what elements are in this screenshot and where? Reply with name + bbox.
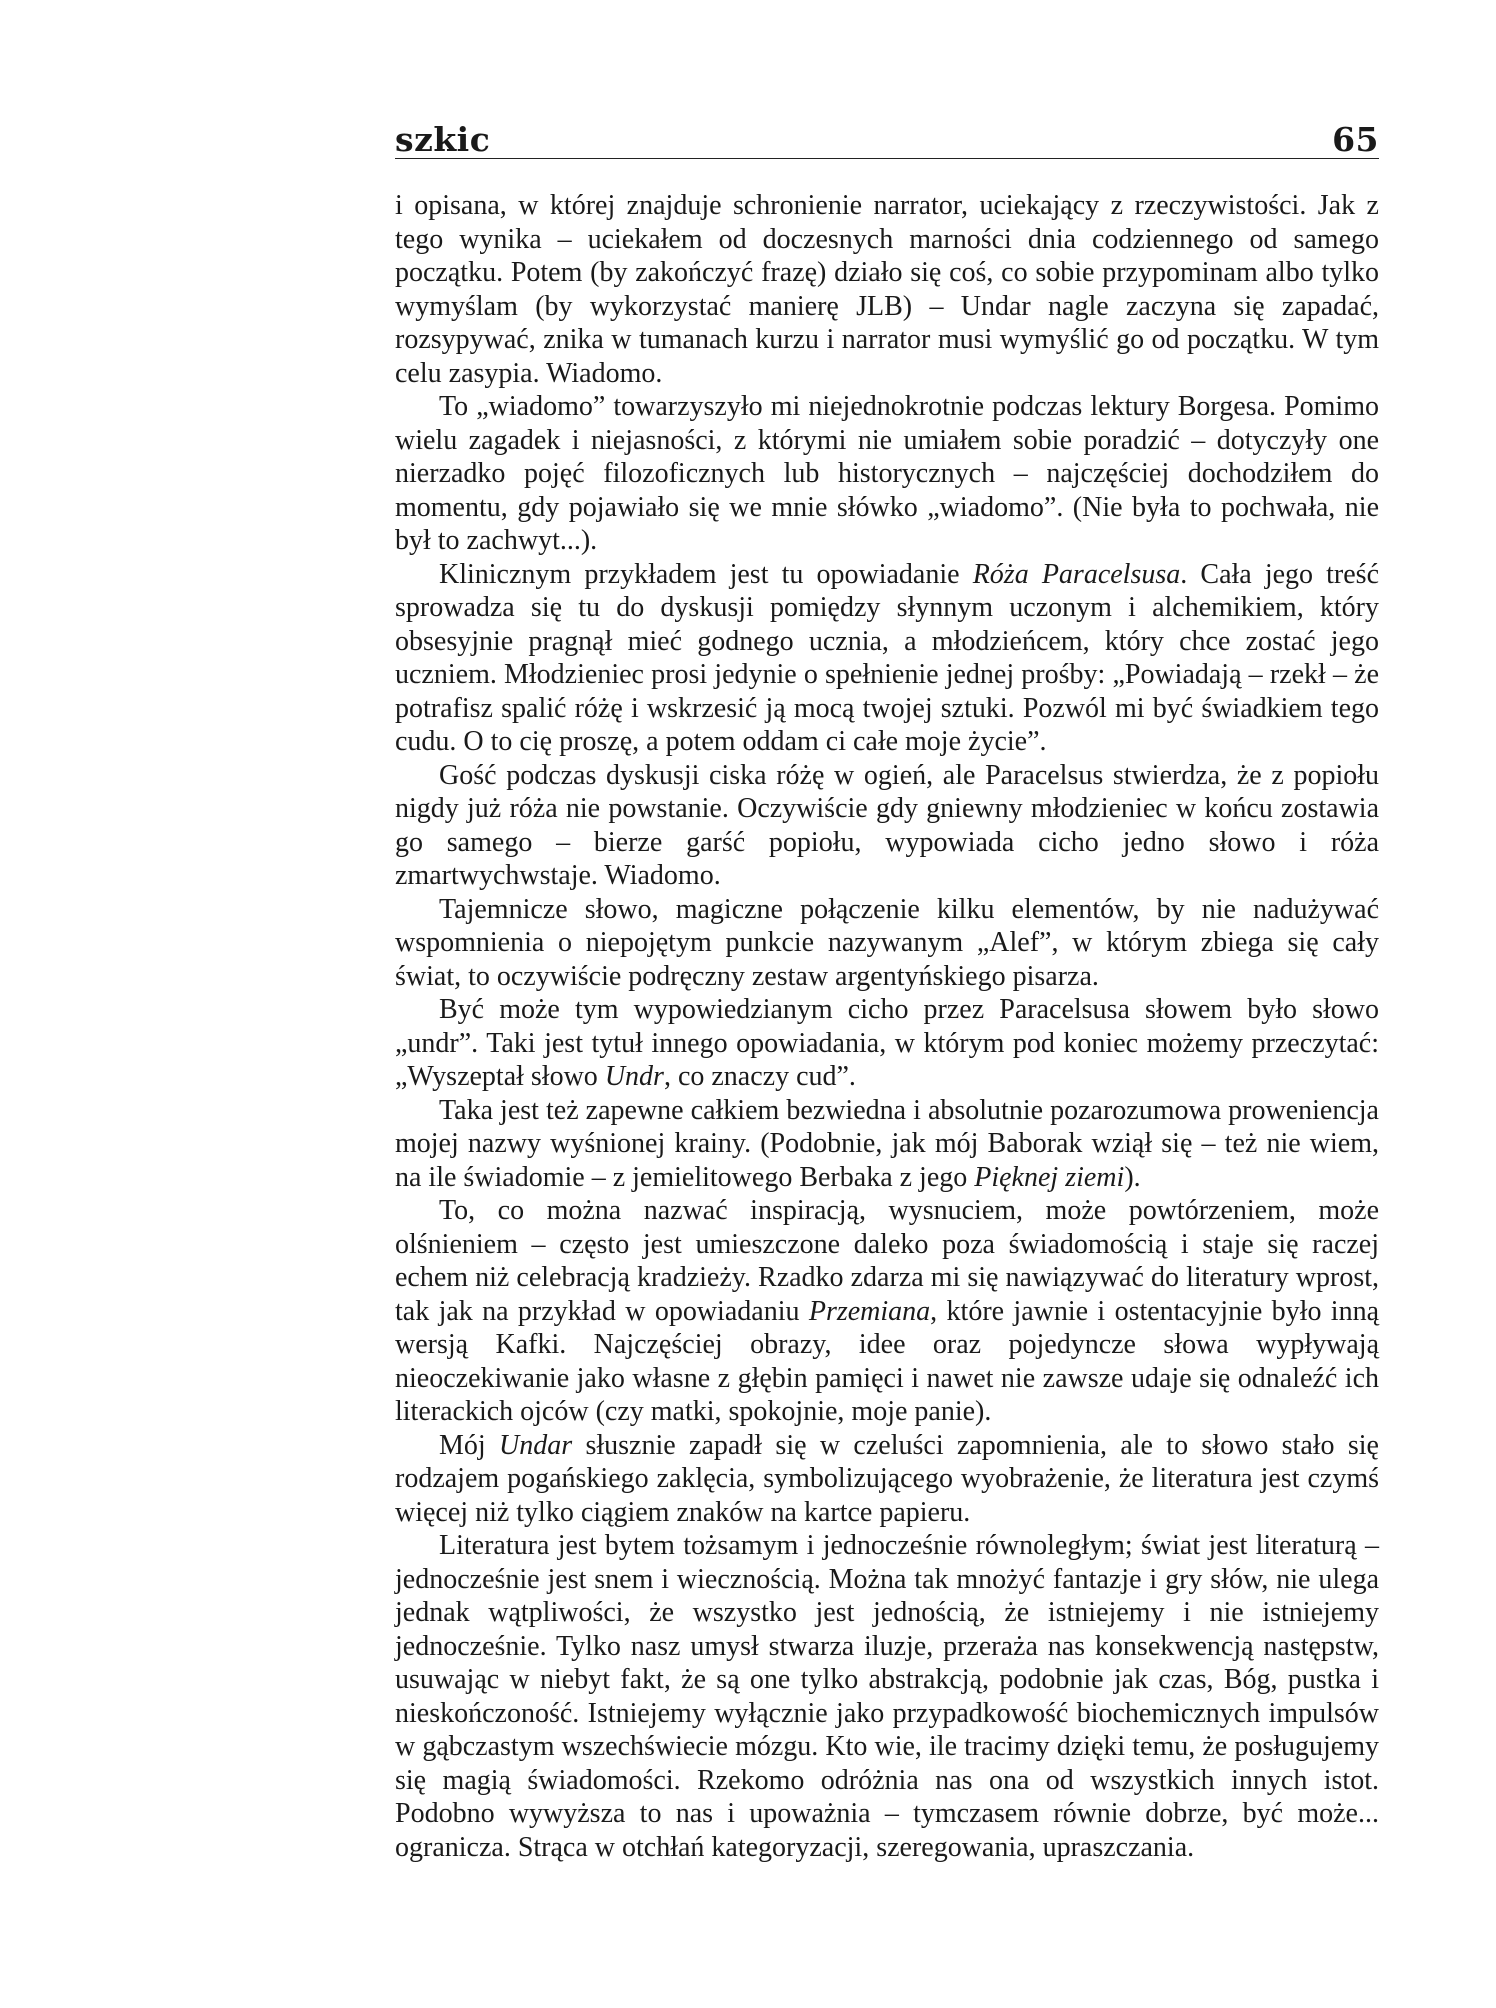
section-title: szkic bbox=[395, 120, 491, 159]
text-run: , które jawnie i ostentacyjnie było inną wersją Kafki. Najczęściej obrazy, idee oraz pojedyncze słowa wypływają nieoczekiwanie jako własne z głębin pamięci i nawet nie zawsze udaje się odnaleźć ich literackich ojców (czy matki, spokojnie, moje panie). bbox=[395, 1295, 1380, 1427]
text-run: . Cała jego treść sprowadza się tu do dyskusji pomiędzy słynnym uczonym i alchemikiem, który obsesyjnie pragnął mieć godnego ucznia, a młodzieńcem, który chce zostać jego uczniem. Młodzieniec prosi jedynie o spełnienie jednej prośby: „Powiadają – rzekł – że potrafisz spalić różę i wskrzesić ją mocą twojej sztuki. Pozwól mi być świadkiem tego cudu. O to cię proszę, a potem oddam ci całe moje życie”. bbox=[395, 558, 1380, 757]
running-head bbox=[395, 112, 1379, 159]
book-page bbox=[395, 112, 1379, 1864]
italic-word: Undr bbox=[604, 1061, 664, 1092]
paragraph bbox=[395, 893, 1379, 994]
paragraph bbox=[395, 1529, 1379, 1864]
paragraph bbox=[395, 759, 1379, 893]
paragraph bbox=[395, 390, 1379, 558]
text-run: Taka jest też zapewne całkiem bezwiedna i absolutnie pozarozumowa proweniencja mojej nazwy wyśnionej krainy. (Podobnie, jak mój Baborak wziął się – też nie wiem, na ile świadomie – z jemielitowego Berbaka z jego bbox=[395, 1094, 1379, 1193]
paragraph bbox=[395, 993, 1379, 1094]
italic-title: Przemiana bbox=[808, 1295, 931, 1327]
text-run: Literatura jest bytem tożsamym i jednocześnie równoległym; świat jest literaturą – jednocześnie jest snem i wiecznością. Można tak mnożyć fantazje i gry słów, nie ulega jednak wątpliwości, że wszystko jest jednością, że istniejemy i nie istniejemy jednocześnie. Tylko nasz umysł stwarza iluzje, przeraża nas konsekwencją następstw, usuwając w niebyt fakt, że są one tylko abstrakcją, podobnie jak czas, Bóg, pustka i nieskończoność. Istniejemy wyłącznie jako przypadkowość biochemicznych impulsów w gąbczastym wszechświecie mózgu. Kto wie, ile tracimy dzięki temu, że posługujemy się magią świadomości. Rzekomo odróżnia nas ona od wszystkich innych istot. Podobno wywyższa to nas i upoważnia – tymczasem równie dobrze, być może... ogranicza. Strąca w otchłań kategoryzacji, szeregowania, upraszczania. bbox=[395, 1530, 1379, 1863]
text-run: Być może tym wypowiedzianym cicho przez Paracelsusa słowem było słowo „undr”. Taki jest tytuł innego opowiadania, w którym pod koniec możemy przeczytać: „Wyszeptał słowo bbox=[395, 994, 1379, 1092]
text-run: To „wiadomo” towarzyszyło mi niejednokrotnie podczas lektury Borgesa. Pomimo wielu zagadek i niejasności, z którymi nie umiałem sobie poradzić – dotyczyły one nierzadko pojęć filozoficznych lub historycznych – najczęściej dochodziłem do momentu, gdy pojawiało się we mnie słówko „wiadomo”. (Nie była to pochwała, nie był to zachwyt...). bbox=[395, 391, 1379, 556]
text-run: To, co można nazwać inspiracją, wysnuciem, może powtórzeniem, może olśnieniem – często jest umieszczone daleko poza świadomością i staje się raczej echem niż celebracją kradzieży. Rzadko zdarza mi się nawiązywać do literatury wprost, tak jak na przykład w opowiadaniu bbox=[395, 1195, 1379, 1327]
paragraph bbox=[395, 189, 1379, 390]
italic-title: Pięknej ziemi bbox=[974, 1161, 1125, 1193]
text-run: Klinicznym przykładem jest tu opowiadanie bbox=[439, 558, 973, 590]
text-run: Mój bbox=[439, 1429, 500, 1461]
text-run: ). bbox=[1124, 1161, 1141, 1193]
paragraph bbox=[395, 1194, 1379, 1429]
text-run: słusznie zapadł się w czeluści zapomnienia, ale to słowo stało się rodzajem pogańskiego zaklęcia, symbolizującego wyobrażenie, że literatura jest czymś więcej niż tylko ciągiem znaków na kartce papieru. bbox=[395, 1429, 1379, 1528]
italic-title: Undar bbox=[499, 1429, 573, 1461]
paragraph bbox=[395, 558, 1379, 759]
text-run: Tajemnicze słowo, magiczne połączenie kilku elementów, by nie nadużywać wspomnienia o niepojętym punkcie nazywanym „Alef”, w którym zbiega się cały świat, to oczywiście podręczny zestaw argentyńskiego pisarza. bbox=[395, 893, 1379, 992]
text-run: Gość podczas dyskusji ciska różę w ogień, ale Paracelsus stwierdza, że z popiołu nigdy już róża nie powstanie. Oczywiście gdy gniewny młodzieniec w końcu zostawia go samego – bierze garść popiołu, wypowiada cicho jedno słowo i róża zmartwychwstaje. Wiadomo. bbox=[395, 759, 1379, 891]
text-run: , co znaczy cud”. bbox=[663, 1061, 856, 1092]
paragraph bbox=[395, 1094, 1379, 1195]
paragraph bbox=[395, 1429, 1379, 1530]
body-text bbox=[395, 189, 1379, 1864]
page-number: 65 bbox=[1332, 120, 1379, 159]
italic-title: Róża Paracelsusa bbox=[972, 558, 1181, 590]
text-run: i opisana, w której znajduje schronienie narrator, uciekający z rzeczywistości. Jak z tego wynika – uciekałem od doczesnych marności dnia codziennego od samego początku. Potem (by zakończyć frazę) działo się coś, co sobie przypominam albo tylko wymyślam (by wykorzystać manierę JLB) – Undar nagle zaczyna się zapadać, rozsypywać, znika w tumanach kurzu i narrator musi wymyślić go od początku. W tym celu zasypia. Wiadomo. bbox=[395, 190, 1379, 389]
